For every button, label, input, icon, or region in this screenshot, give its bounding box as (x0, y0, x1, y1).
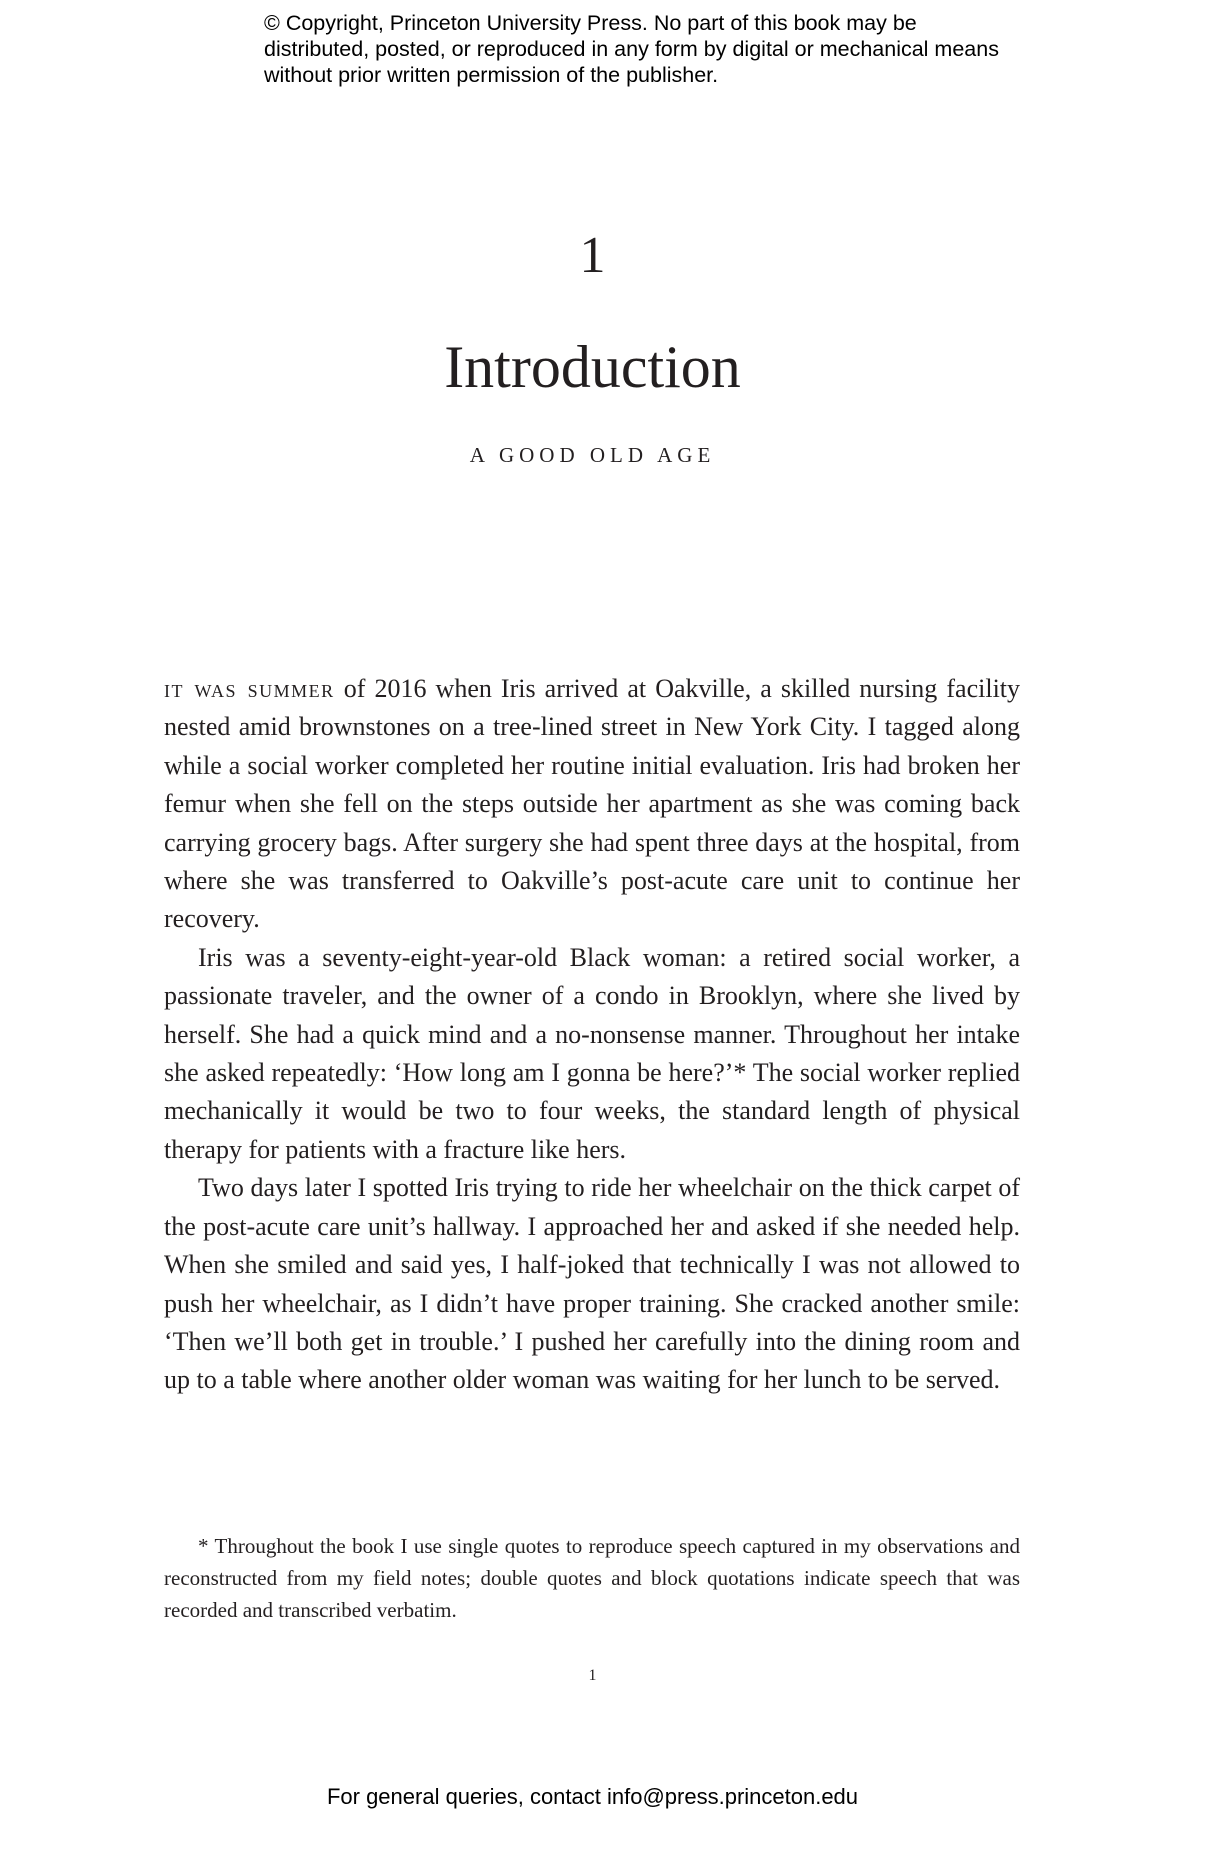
chapter-subtitle: A GOOD OLD AGE (469, 443, 716, 467)
footnote (164, 1530, 1020, 1626)
chapter-body (164, 670, 1020, 1400)
copyright-text: © Copyright, Princeton University Press. No part of this book may be distributed, posted, or reproduced in any form by digital or mechanical means without prior written permission of the publisher. (264, 11, 999, 87)
lead-in-smallcaps: it was summer (164, 674, 335, 703)
paragraph-1-text: of 2016 when Iris arrived at Oakville, a skilled nursing facility nested amid brownstones on a tree-lined street in New York City. I tagged along while a social worker completed her routine initial evaluation. Iris had broken her femur when she fell on the steps outside her apartment as she was coming back carrying grocery bags. After surgery she had spent three days at the hospital, from where she was transferred to Oakville’s post-acute care unit to continue her recovery. (164, 674, 1021, 934)
copyright-notice (264, 10, 1024, 88)
chapter-title: Introduction (444, 334, 741, 400)
contact-footer: For general queries, contact info@press.princeton.edu (326, 1784, 859, 1809)
paragraph-3: Two days later I spotted Iris trying to ride her wheelchair on the thick carpet of the post-acute care unit’s hallway. I approached her and asked if she needed help. When she smiled and said yes, I half-joked that technically I was not allowed to push her wheelchair, as I didn’t have proper training. She cracked another smile: ‘Then we’ll both get in trouble.’ I pushed her carefully into the dining room and up to a table where another older woman was waiting for her lunch to be served. (164, 1173, 1020, 1395)
footnote-text: * Throughout the book I use single quotes to reproduce speech captured in my observations and reconstructed from my field notes; double quotes and block quotations indicate speech that was recorded and transcribed verbatim. (164, 1534, 1020, 1622)
paragraph-1 (164, 670, 1020, 939)
page-number: 1 (588, 1667, 597, 1684)
chapter-number: 1 (579, 227, 606, 284)
paragraph-2: Iris was a seventy-eight-year-old Black woman: a retired social worker, a passionate traveler, and the owner of a condo in Brooklyn, where she lived by herself. She had a quick mind and a no-nonsense manner. Throughout her intake she asked repeatedly: ‘How long am I gonna be here?’* The social worker replied mechanically it would be two to four weeks, the standard length of physical therapy for patients with a fracture like hers. (164, 942, 1020, 1164)
